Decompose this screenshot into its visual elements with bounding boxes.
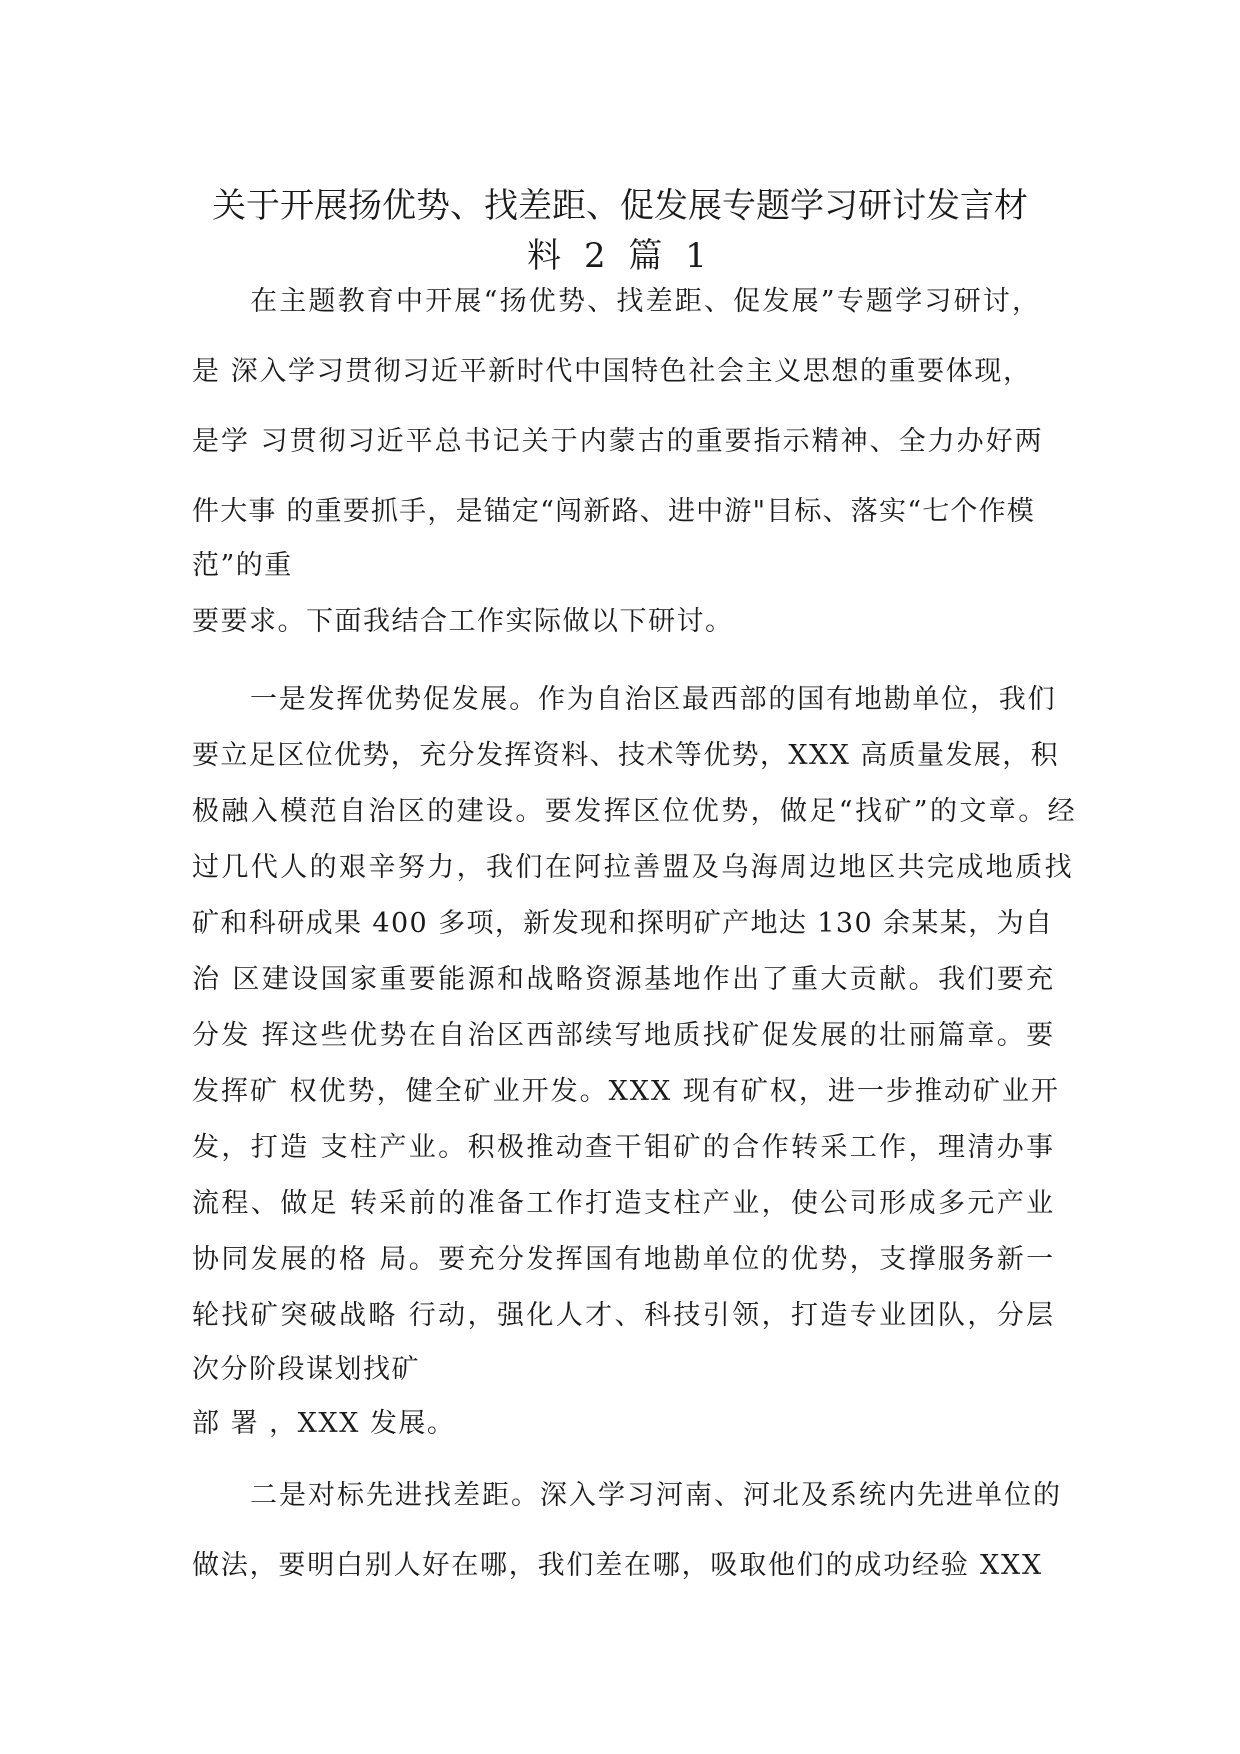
paragraph-line: 治 区建设国家重要能源和战略资源基地作出了重大贡献。我们要充: [192, 964, 1056, 995]
paragraph-line: 要要求。下面我结合工作实际做以下研讨。: [192, 606, 734, 637]
document-title-line-1: 关于开展扬优势、找差距、促发展专题学习研讨发言材: [212, 186, 1028, 226]
paragraph-line: 次分阶段谋划找矿: [192, 1354, 420, 1385]
paragraph-line: 二是对标先进找差距。深入学习河南、河北及系统内先进单位的: [250, 1480, 1062, 1511]
paragraph-line: 发挥矿 权优势，健全矿业开发。XXX 现有矿权，进一步推动矿业开: [192, 1076, 1060, 1107]
paragraph-line: 部 署 ，XXX 发展。: [192, 1408, 456, 1439]
paragraph-line: 矿和科研成果 400 多项，新发现和探明矿产地达 130 余某某，为自: [192, 908, 1054, 939]
paragraph-line: 流程、做足 转采前的准备工作打造支柱产业，使公司形成多元产业: [192, 1188, 1056, 1219]
paragraph-line: 是 深入学习贯彻习近平新时代中国特色社会主义思想的重要体现，: [192, 356, 1032, 387]
paragraph-line: 件大事 的重要抓手，是锚定“闯新路、进中游"目标、落实“七个作模: [192, 496, 1036, 527]
paragraph-line: 过几代人的艰辛努力，我们在阿拉善盟及乌海周边地区共完成地质找: [192, 852, 1074, 883]
paragraph-line: 轮找矿突破战略 行动，强化人才、科技引领，打造专业团队，分层: [192, 1300, 1056, 1331]
paragraph-line: 一是发挥优势促发展。作为自治区最西部的国有地勘单位，我们: [250, 684, 1057, 715]
paragraph-line: 协同发展的格 局。要充分发挥国有地勘单位的优势，支撑服务新一: [192, 1244, 1056, 1275]
paragraph-line: 极融入模范自治区的建设。要发挥区位优势，做足“找矿”的文章。经: [192, 796, 1078, 827]
document-title-line-2: 料 2 篇 1: [527, 236, 713, 276]
paragraph-line: 分发 挥这些优势在自治区西部续写地质找矿促发展的壮丽篇章。要: [192, 1020, 1056, 1051]
paragraph-line: 是学 习贯彻习近平总书记关于内蒙古的重要指示精神、全力办好两: [192, 426, 1044, 457]
paragraph-line: 发，打造 支柱产业。积极推动查干钼矿的合作转采工作，理清办事: [192, 1132, 1056, 1163]
paragraph-line: 在主题教育中开展“扬优势、找差距、促发展”专题学习研讨，: [250, 286, 1042, 317]
paragraph-line: 要立足区位优势，充分发挥资料、技术等优势，XXX 高质量发展，积: [192, 740, 1060, 771]
paragraph-line: 做法，要明白别人好在哪，我们差在哪，吸取他们的成功经验 XXX: [192, 1550, 1044, 1581]
paragraph-line: 范”的重: [192, 550, 293, 581]
